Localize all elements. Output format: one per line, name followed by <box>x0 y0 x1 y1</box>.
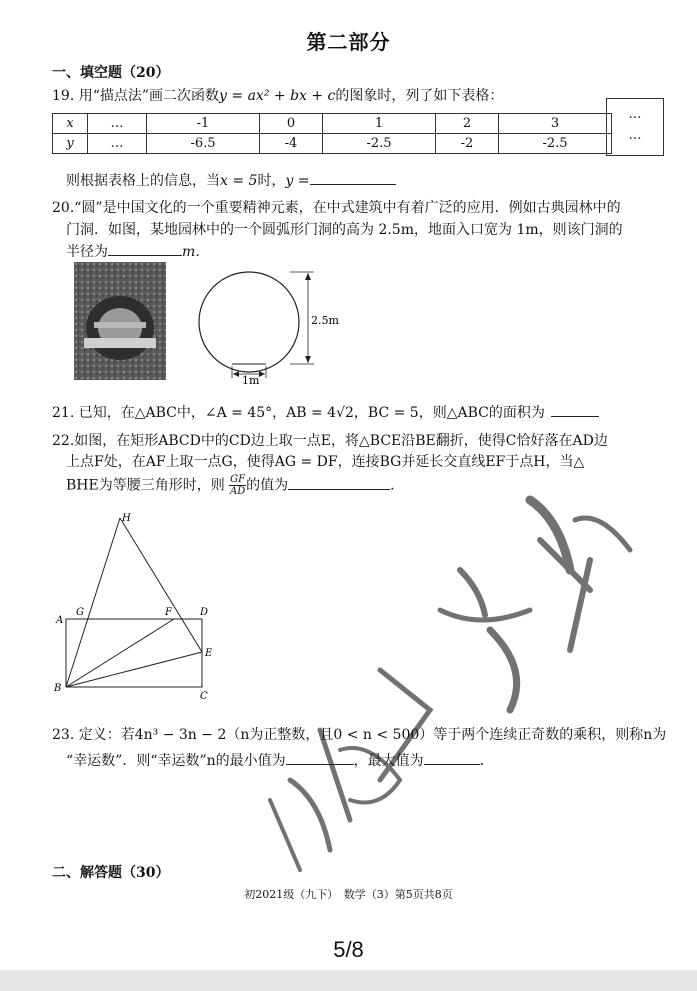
label-a: A <box>56 615 64 626</box>
table-cell: -2.5 <box>499 134 612 154</box>
table-cell: -4 <box>260 134 323 154</box>
q20-line3 <box>66 241 209 263</box>
label-c: C <box>200 691 208 702</box>
q20-number: 20. <box>52 200 75 216</box>
table-row <box>53 114 612 134</box>
label-d: D <box>200 607 209 618</box>
q22-text1: 如图，在矩形ABCD中的CD边上取一点E，将△BCE沿BE翻折，使得C恰好落在AD边 <box>74 433 608 449</box>
table-x-label: x <box>53 114 88 134</box>
gate-circle <box>199 272 299 372</box>
part-title: 第二部分 <box>306 30 391 54</box>
moon-gate-photo <box>74 262 166 380</box>
q21-line <box>52 402 599 424</box>
table-cell: -2 <box>436 134 499 154</box>
q22-text3: BHE为等腰三角形时，则 <box>66 477 225 494</box>
q23-text2: “幸运数”．则“幸运数”n的最小值为 <box>66 753 286 769</box>
line-bf <box>66 619 174 687</box>
q21-number: 21. <box>52 405 75 421</box>
bottom-scroll-bar[interactable] <box>0 970 697 991</box>
fraction-denominator: AD <box>230 486 246 497</box>
table-tail-bottom: … <box>628 128 642 143</box>
q21-text: 已知，在△ABC中，∠A = 45°，AB = 4√2，BC = 5，则△ABC的面积为 <box>78 405 545 421</box>
table-cell: … <box>88 134 147 154</box>
q23-min-blank <box>286 764 354 765</box>
q23-line1 <box>52 724 666 746</box>
table-cell: 3 <box>499 114 612 134</box>
height-label: 2.5m <box>311 314 339 327</box>
arrow-left-icon <box>233 371 239 377</box>
q23-text2b: ，最大值为 <box>353 753 424 769</box>
q23-number: 23. <box>52 727 75 743</box>
fraction-numerator: GF <box>230 474 246 485</box>
arrow-down-icon <box>305 356 311 363</box>
q19-text2: 的图象时，列了如下表格： <box>335 88 504 104</box>
table-cell: -2.5 <box>323 134 436 154</box>
page-number: 5/8 <box>333 937 364 962</box>
section-answer-title: 二、解答题（30） <box>52 865 170 881</box>
q19-formula: y = ax² + bx + c <box>219 88 336 104</box>
q23-text1: 定义：若4n³ − 3n − 2（n为正整数，且0 < n < 500）等于两个连续正奇数的乘积，则称n为 <box>78 727 667 743</box>
label-f: F <box>165 607 172 618</box>
q23-max-blank <box>424 764 480 765</box>
label-h: H <box>122 513 131 524</box>
table-cell: -1 <box>147 114 260 134</box>
q22-line3: BHE为等腰三角形时，则 $\frac{GF}{AD}$ 的值为 ． <box>66 474 405 497</box>
q19-number: 19. <box>52 88 75 104</box>
q19-value-table <box>52 113 612 154</box>
q20-answer-blank <box>108 255 182 256</box>
label-e: E <box>205 648 213 659</box>
q19-line2-text-b: 时， <box>257 173 286 189</box>
table-y-label: y <box>53 134 88 154</box>
arrow-right-icon <box>259 371 265 377</box>
circle-gate-diagram <box>196 270 356 385</box>
width-label: 1m <box>242 374 260 385</box>
q19-x-value: x = 5 <box>220 173 258 189</box>
arrow-up-icon <box>305 273 311 280</box>
page-footer: 初2021级（九下） 数学（3）第5页共8页 <box>244 888 453 901</box>
label-b: B <box>54 683 62 694</box>
table-cell: -6.5 <box>147 134 260 154</box>
q19-line2 <box>66 170 396 192</box>
label-g: G <box>76 607 84 618</box>
q23-line2 <box>66 750 494 772</box>
q20-unit: m． <box>182 244 210 260</box>
line-be <box>66 652 202 687</box>
q19-y-eq: y = <box>285 173 310 189</box>
table-tail-top: … <box>628 107 642 122</box>
rectangle-fold-diagram <box>48 508 228 708</box>
table-cell: 2 <box>436 114 499 134</box>
q22-text3b: 的值为 <box>246 477 289 494</box>
table-cell: 1 <box>323 114 436 134</box>
q19-line2-text: 则根据表格上的信息，当 <box>66 173 220 189</box>
q21-answer-blank <box>551 416 599 417</box>
q20-line1 <box>52 197 621 219</box>
q19-line1 <box>52 85 503 107</box>
q20-line2: 门洞．如图，某地园林中的一个圆弧形门洞的高为 2.5m，地面入口宽为 1m，则该门洞的 <box>66 222 623 238</box>
q19-answer-blank <box>310 184 396 185</box>
rectangle-abcd <box>66 619 202 687</box>
table-tail-box <box>606 98 664 156</box>
line-he <box>120 518 202 652</box>
table-cell: … <box>88 114 147 134</box>
section-fill-in-title: 一、填空题（20） <box>52 65 170 81</box>
q19-text: 用“描点法”画二次函数 <box>78 88 220 104</box>
q22-number: 22. <box>52 433 75 449</box>
line-bh <box>66 518 120 687</box>
q22-line1 <box>52 430 608 452</box>
q20-text1: “圆”是中国文化的一个重要精神元素，在中式建筑中有着广泛的应用．例如古典园林中的 <box>74 200 621 216</box>
table-row <box>53 134 612 154</box>
q23-text2c: ． <box>479 753 494 769</box>
q20-text3: 半径为 <box>66 244 108 260</box>
q22-line2: 上点F处，在AF上取一点G，使得AG = DF，连接BG并延长交直线EF于点H，当△ <box>66 454 585 470</box>
table-cell: 0 <box>260 114 323 134</box>
